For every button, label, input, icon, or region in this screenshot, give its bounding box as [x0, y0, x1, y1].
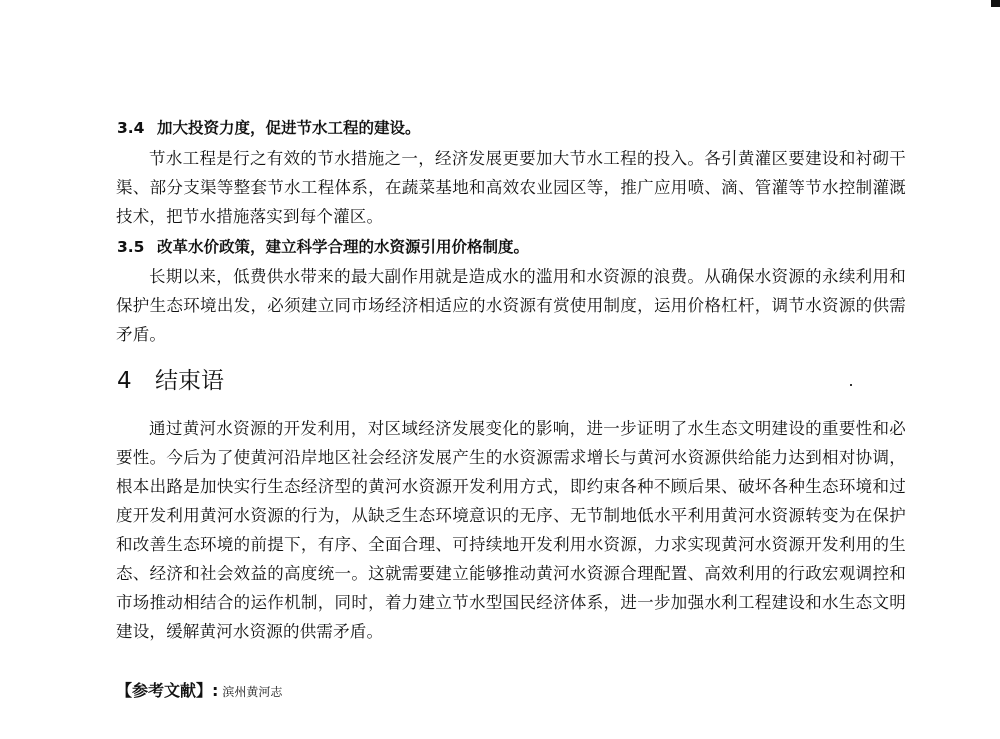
- corner-scan-mark: [991, 0, 1000, 7]
- section-3-5-number: 3.5: [117, 238, 145, 256]
- references-label: 【参考文献】:: [116, 681, 219, 700]
- section-3-4-heading: [117, 118, 421, 138]
- section-3-5-title: 改革水价政策，建立科学合理的水资源引用价格制度。: [157, 238, 530, 256]
- chapter-4-number: 4: [117, 368, 132, 394]
- section-3-4-body: 节水工程是行之有效的节水措施之一，经济发展更要加大节水工程的投入。各引黄灌区要建设和衬砌干渠、部分支渠等整套节水工程体系，在蔬菜基地和高效农业园区等，推广应用喷、滴、管灌等节水控制灌溉技术，把节水措施落实到每个灌区。: [116, 149, 906, 226]
- section-3-4-title: 加大投资力度，促进节水工程的建设。: [157, 119, 421, 137]
- scan-speck: [850, 384, 852, 386]
- chapter-4-body: 通过黄河水资源的开发利用，对区域经济发展变化的影响，进一步证明了水生态文明建设的重要性和必要性。今后为了使黄河沿岸地区社会经济发展产生的水资源需求增长与黄河水资源供给能力达到相对协调，根本出路是加快实行生态经济型的黄河水资源开发利用方式，即约束各种不顾后果、破坏各种生态环境和过度开发利用黄河水资源的行为，从缺乏生态环境意识的无序、无节制地低水平利用黄河水资源转变为在保护和改善生态环境的前提下，有序、全面合理、可持续地开发利用水资源，力求实现黄河水资源开发利用的生态、经济和社会效益的高度统一。这就需要建立能够推动黄河水资源合理配置、高效利用的行政宏观调控和市场推动相结合的运作机制，同时，着力建立节水型国民经济体系，进一步加强水利工程建设和水生态文明建设，缓解黄河水资源的供需矛盾。: [116, 419, 906, 641]
- section-3-5-heading: [117, 237, 529, 257]
- chapter-4-title: 结束语: [155, 368, 224, 394]
- references-line: [116, 680, 282, 703]
- references-value: 滨州黄河志: [222, 685, 283, 699]
- section-3-5-body: 长期以来，低费供水带来的最大副作用就是造成水的滥用和水资源的浪费。从确保水资源的永续利用和保护生态环境出发，必须建立同市场经济相适应的水资源有赏使用制度，运用价格杠杆，调节水资源的供需矛盾。: [116, 267, 906, 344]
- chapter-4-heading: [117, 365, 224, 397]
- section-3-4-number: 3.4: [117, 119, 145, 137]
